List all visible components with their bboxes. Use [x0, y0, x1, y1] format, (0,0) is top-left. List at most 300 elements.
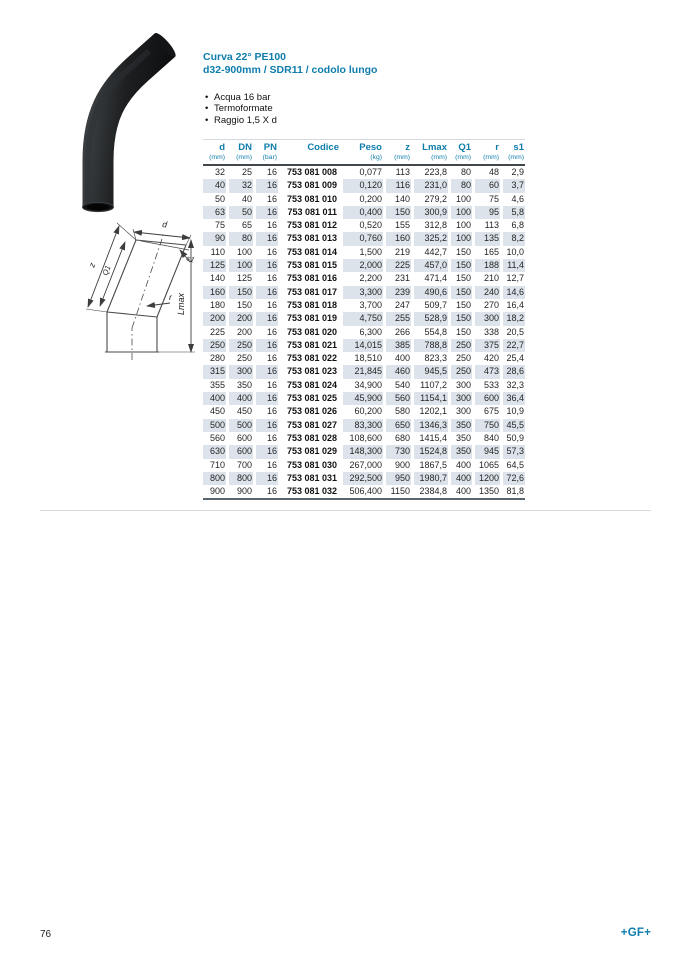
- code-cell: 753 081 012: [278, 219, 340, 232]
- table-cell: 400: [383, 352, 411, 365]
- table-cell: 83,300: [340, 419, 383, 432]
- table-cell: 1202,1: [411, 405, 448, 418]
- table-cell: 375: [472, 339, 500, 352]
- table-cell: 945: [472, 445, 500, 458]
- table-cell: 16: [253, 392, 278, 405]
- table-cell: 45,5: [500, 419, 525, 432]
- table-cell: 267,000: [340, 459, 383, 472]
- table-cell: 533: [472, 379, 500, 392]
- column-unit-peso: (kg): [340, 154, 383, 166]
- column-header-s1: s1: [500, 139, 525, 154]
- table-cell: 200: [203, 312, 226, 325]
- table-cell: 63: [203, 206, 226, 219]
- table-cell: 457,0: [411, 259, 448, 272]
- table-cell: 270: [472, 299, 500, 312]
- table-cell: 16: [253, 179, 278, 192]
- table-cell: 140: [209, 273, 225, 284]
- table-cell: 4,750: [340, 312, 383, 325]
- table-cell: 338: [472, 326, 500, 339]
- table-cell: 0,760: [340, 232, 383, 245]
- table-cell: 280: [209, 353, 225, 364]
- table-cell: 16: [253, 219, 278, 232]
- code-cell: 753 081 029: [278, 445, 340, 458]
- code-cell: 753 081 014: [278, 246, 340, 259]
- table-cell: 210: [472, 272, 500, 285]
- table-cell: 75: [214, 220, 225, 231]
- table-cell: 219: [383, 246, 411, 259]
- table-row: [203, 166, 525, 179]
- table-cell: 300: [448, 405, 472, 418]
- dim-label-lmax: Lmax: [176, 292, 186, 315]
- table-row: [203, 445, 525, 458]
- table-cell: 1200: [472, 472, 500, 485]
- table-cell: 1524,8: [411, 445, 448, 458]
- table-cell: 60: [472, 179, 500, 192]
- table-cell: 0,200: [340, 193, 383, 206]
- table-cell: 16: [253, 232, 278, 245]
- table-cell: 32: [214, 167, 225, 177]
- page-subtitle: d32-900mm / SDR11 / codolo lungo: [203, 64, 378, 76]
- table-cell: 540: [383, 379, 411, 392]
- dim-label-r: r: [169, 292, 172, 302]
- table-cell: 80: [226, 232, 253, 245]
- table-cell: 945,5: [411, 365, 448, 378]
- column-label-row: [203, 139, 525, 154]
- table-cell: 140: [383, 193, 411, 206]
- table-cell: 148,300: [340, 445, 383, 458]
- table-cell: 21,845: [340, 365, 383, 378]
- table-row: [203, 179, 525, 192]
- table-cell: 240: [472, 286, 500, 299]
- table-cell: 400: [448, 472, 472, 485]
- table-cell: 18,2: [500, 312, 525, 325]
- table-cell: 4,6: [500, 193, 525, 206]
- table-cell: 90: [203, 232, 226, 245]
- table-cell: 16: [253, 286, 278, 299]
- table-cell: 400: [226, 392, 253, 405]
- table-row: [203, 432, 525, 445]
- table-cell: 225: [383, 259, 411, 272]
- spec-table: [203, 139, 525, 498]
- table-cell: 315: [203, 365, 226, 378]
- table-cell: 231: [383, 272, 411, 285]
- table-cell: 57,3: [500, 445, 525, 458]
- code-cell: 753 081 013: [278, 232, 340, 245]
- table-cell: 1,500: [340, 246, 383, 259]
- table-cell: 36,4: [500, 392, 525, 405]
- table-cell: 300: [448, 392, 472, 405]
- table-row: [203, 246, 525, 259]
- table-cell: 0,120: [340, 179, 383, 192]
- table-cell: 100: [448, 206, 472, 219]
- table-cell: 16: [253, 405, 278, 418]
- table-row: [203, 312, 525, 325]
- table-cell: 16: [253, 459, 278, 472]
- table-cell: 250: [226, 339, 253, 352]
- table-row: [203, 485, 525, 498]
- product-photo: [38, 8, 198, 213]
- table-cell: 1150: [383, 485, 411, 498]
- heading-block: [203, 51, 377, 77]
- table-cell: 150: [448, 299, 472, 312]
- table-cell: 250: [448, 352, 472, 365]
- code-cell: 753 081 021: [278, 339, 340, 352]
- table-cell: 60,200: [340, 405, 383, 418]
- column-unit-codice: [278, 154, 340, 166]
- table-cell: 385: [383, 339, 411, 352]
- technical-drawing: [44, 210, 198, 365]
- table-cell: 16: [253, 206, 278, 219]
- table-row: [203, 419, 525, 432]
- table-cell: 788,8: [411, 339, 448, 352]
- code-cell: 753 081 010: [278, 193, 340, 206]
- code-cell: 753 081 026: [278, 405, 340, 418]
- table-cell: 250: [203, 339, 226, 352]
- code-cell: 753 081 015: [278, 259, 340, 272]
- table-cell: 16: [253, 246, 278, 259]
- table-cell: 108,600: [340, 432, 383, 445]
- gf-logo: +GF+: [620, 927, 651, 939]
- spec-table-body: [203, 166, 525, 498]
- table-cell: 710: [209, 459, 225, 470]
- table-cell: 255: [383, 312, 411, 325]
- table-cell: 75: [472, 193, 500, 206]
- table-cell: 350: [448, 432, 472, 445]
- table-cell: 279,2: [411, 193, 448, 206]
- table-cell: 450: [226, 405, 253, 418]
- table-row: [203, 232, 525, 245]
- table-cell: 200: [226, 312, 253, 325]
- table-cell: 3,7: [500, 179, 525, 192]
- table-cell: 528,9: [411, 312, 448, 325]
- table-cell: 113: [472, 219, 500, 232]
- column-unit-d: (mm): [203, 154, 226, 166]
- code-cell: 753 081 031: [278, 472, 340, 485]
- table-cell: 300: [472, 312, 500, 325]
- table-cell: 155: [383, 219, 411, 232]
- table-cell: 0,077: [340, 166, 383, 179]
- table-cell: 6,300: [340, 326, 383, 339]
- table-cell: 325,2: [411, 232, 448, 245]
- table-cell: 600: [226, 432, 253, 445]
- feature-item: • Termoformate: [205, 103, 277, 114]
- table-cell: 80: [448, 166, 472, 179]
- table-cell: 10,0: [500, 246, 525, 259]
- table-cell: 355: [209, 379, 225, 390]
- table-row: [203, 392, 525, 405]
- column-unit-q1: (mm): [448, 154, 472, 166]
- table-row: [203, 286, 525, 299]
- table-cell: 1346,3: [411, 419, 448, 432]
- table-cell: 125: [226, 272, 253, 285]
- table-cell: 823,3: [411, 352, 448, 365]
- column-header-q1: Q1: [448, 139, 472, 154]
- spec-table-wrap: [203, 139, 525, 500]
- table-cell: 14,015: [340, 339, 383, 352]
- table-cell: 730: [383, 445, 411, 458]
- table-cell: 500: [203, 419, 226, 432]
- table-cell: 100: [448, 193, 472, 206]
- table-cell: 1415,4: [411, 432, 448, 445]
- code-cell: 753 081 011: [278, 206, 340, 219]
- table-cell: 900: [209, 486, 225, 497]
- table-cell: 239: [383, 286, 411, 299]
- table-cell: 3,300: [340, 286, 383, 299]
- table-row: [203, 352, 525, 365]
- table-cell: 950: [383, 472, 411, 485]
- column-unit-z: (mm): [383, 154, 411, 166]
- table-row: [203, 472, 525, 485]
- table-cell: 400: [448, 459, 472, 472]
- table-cell: 48: [472, 166, 500, 179]
- code-cell: 753 081 018: [278, 299, 340, 312]
- column-header-codice: Codice: [278, 139, 340, 154]
- table-cell: 675: [472, 405, 500, 418]
- table-row: [203, 379, 525, 392]
- table-cell: 64,5: [500, 459, 525, 472]
- table-cell: 150: [448, 326, 472, 339]
- table-cell: 150: [226, 286, 253, 299]
- table-cell: 16: [253, 339, 278, 352]
- table-cell: 16: [253, 432, 278, 445]
- drawing-upper-pipe: [107, 240, 186, 317]
- table-cell: 16,4: [500, 299, 525, 312]
- table-cell: 1107,2: [411, 379, 448, 392]
- table-row: [203, 339, 525, 352]
- table-row: [203, 206, 525, 219]
- table-cell: 223,8: [411, 166, 448, 179]
- code-cell: 753 081 032: [278, 485, 340, 498]
- table-row: [203, 219, 525, 232]
- code-cell: 753 081 023: [278, 365, 340, 378]
- table-cell: 16: [253, 419, 278, 432]
- table-cell: 650: [383, 419, 411, 432]
- table-cell: 100: [448, 219, 472, 232]
- column-unit-pn: (bar): [253, 154, 278, 166]
- table-cell: 72,6: [500, 472, 525, 485]
- table-cell: 750: [472, 419, 500, 432]
- table-cell: 80: [448, 179, 472, 192]
- table-cell: 3,700: [340, 299, 383, 312]
- column-header-peso: Peso: [340, 139, 383, 154]
- table-cell: 554,8: [411, 326, 448, 339]
- table-cell: 700: [226, 459, 253, 472]
- table-cell: 150: [226, 299, 253, 312]
- table-cell: 116: [383, 179, 411, 192]
- table-cell: 16: [253, 166, 278, 179]
- table-cell: 506,400: [340, 485, 383, 498]
- table-cell: 266: [383, 326, 411, 339]
- code-cell: 753 081 009: [278, 179, 340, 192]
- table-cell: 200: [226, 326, 253, 339]
- table-cell: 150: [448, 312, 472, 325]
- table-cell: 600: [472, 392, 500, 405]
- column-header-z: z: [383, 139, 411, 154]
- table-cell: 16: [253, 299, 278, 312]
- table-cell: 1065: [472, 459, 500, 472]
- column-header-lmax: Lmax: [411, 139, 448, 154]
- table-cell: 292,500: [340, 472, 383, 485]
- column-header-d: d: [203, 139, 226, 154]
- table-row: [203, 459, 525, 472]
- dim-label-z: z: [86, 261, 98, 269]
- table-cell: 95: [472, 206, 500, 219]
- table-cell: 100: [448, 232, 472, 245]
- table-cell: 28,6: [500, 365, 525, 378]
- table-row: [203, 299, 525, 312]
- table-cell: 800: [226, 472, 253, 485]
- table-cell: 1980,7: [411, 472, 448, 485]
- table-cell: 350: [226, 379, 253, 392]
- table-cell: 81,8: [500, 485, 525, 498]
- table-cell: 110: [210, 246, 225, 257]
- dim-label-q1: Q1: [100, 264, 113, 277]
- table-row: [203, 365, 525, 378]
- table-cell: 900: [383, 459, 411, 472]
- table-cell: 2384,8: [411, 485, 448, 498]
- table-cell: 25,4: [500, 352, 525, 365]
- table-cell: 442,7: [411, 246, 448, 259]
- table-cell: 125: [203, 259, 226, 272]
- feature-item: • Acqua 16 bar: [205, 92, 277, 103]
- table-cell: 11,4: [500, 259, 525, 272]
- table-cell: 580: [383, 405, 411, 418]
- code-cell: 753 081 022: [278, 352, 340, 365]
- code-cell: 753 081 019: [278, 312, 340, 325]
- table-cell: 16: [253, 365, 278, 378]
- code-cell: 753 081 020: [278, 326, 340, 339]
- table-cell: 800: [203, 472, 226, 485]
- table-cell: 32: [226, 179, 253, 192]
- code-cell: 753 081 008: [278, 166, 340, 179]
- page-title: Curva 22° PE100: [203, 51, 287, 63]
- table-cell: 490,6: [411, 286, 448, 299]
- column-header-dn: DN: [226, 139, 253, 154]
- table-cell: 150: [448, 259, 472, 272]
- code-cell: 753 081 016: [278, 272, 340, 285]
- table-cell: 225: [209, 326, 225, 337]
- table-cell: 8,2: [500, 232, 525, 245]
- table-row: [203, 259, 525, 272]
- table-cell: 471,4: [411, 272, 448, 285]
- table-cell: 500: [226, 419, 253, 432]
- table-cell: 50: [214, 193, 225, 204]
- table-row: [203, 326, 525, 339]
- feature-item: • Raggio 1,5 X d: [205, 115, 277, 126]
- table-cell: 16: [253, 472, 278, 485]
- table-cell: 165: [472, 246, 500, 259]
- table-cell: 300,9: [411, 206, 448, 219]
- table-cell: 188: [472, 259, 500, 272]
- table-cell: 1154,1: [411, 392, 448, 405]
- table-cell: 14,6: [500, 286, 525, 299]
- table-cell: 150: [448, 246, 472, 259]
- table-cell: 25: [226, 166, 253, 179]
- table-cell: 250: [448, 339, 472, 352]
- table-cell: 231,0: [411, 179, 448, 192]
- table-cell: 5,8: [500, 206, 525, 219]
- table-cell: 40: [203, 179, 226, 192]
- table-cell: 180: [209, 299, 225, 310]
- table-cell: 16: [253, 193, 278, 206]
- page-number: 76: [40, 929, 52, 940]
- table-cell: 2,000: [340, 259, 383, 272]
- table-cell: 560: [209, 432, 225, 443]
- table-cell: 16: [253, 352, 278, 365]
- table-cell: 135: [472, 232, 500, 245]
- column-header-pn: PN: [253, 139, 278, 154]
- table-cell: 900: [226, 485, 253, 498]
- drawing-lower-pipe: [105, 312, 159, 352]
- table-cell: 12,7: [500, 272, 525, 285]
- table-cell: 0,520: [340, 219, 383, 232]
- column-unit-r: (mm): [472, 154, 500, 166]
- table-row: [203, 193, 525, 206]
- code-cell: 753 081 024: [278, 379, 340, 392]
- table-cell: 1867,5: [411, 459, 448, 472]
- table-cell: 16: [253, 485, 278, 498]
- pipe-bend-image: [83, 31, 179, 212]
- table-cell: 560: [383, 392, 411, 405]
- table-cell: 150: [448, 286, 472, 299]
- table-cell: 400: [203, 392, 226, 405]
- table-cell: 680: [383, 432, 411, 445]
- table-cell: 473: [472, 365, 500, 378]
- table-cell: 50: [226, 206, 253, 219]
- table-cell: 300: [448, 379, 472, 392]
- table-cell: 45,900: [340, 392, 383, 405]
- table-row: [203, 405, 525, 418]
- column-header-r: r: [472, 139, 500, 154]
- table-cell: 16: [253, 312, 278, 325]
- table-cell: 450: [209, 406, 225, 417]
- table-cell: 16: [253, 272, 278, 285]
- column-unit-row: [203, 154, 525, 166]
- table-cell: 150: [448, 272, 472, 285]
- table-cell: 34,900: [340, 379, 383, 392]
- table-cell: 350: [448, 419, 472, 432]
- table-cell: 16: [253, 326, 278, 339]
- table-cell: 840: [472, 432, 500, 445]
- content-divider: [40, 510, 651, 511]
- column-unit-s1: (mm): [500, 154, 525, 166]
- table-cell: 1350: [472, 485, 500, 498]
- feature-list: [205, 92, 277, 126]
- table-cell: 16: [253, 379, 278, 392]
- code-cell: 753 081 027: [278, 419, 340, 432]
- table-cell: 16: [253, 259, 278, 272]
- code-cell: 753 081 017: [278, 286, 340, 299]
- table-cell: 150: [383, 206, 411, 219]
- table-cell: 22,7: [500, 339, 525, 352]
- table-cell: 40: [226, 193, 253, 206]
- table-cell: 250: [448, 365, 472, 378]
- table-cell: 312,8: [411, 219, 448, 232]
- code-cell: 753 081 025: [278, 392, 340, 405]
- dim-label-s1: s1: [185, 253, 196, 265]
- table-cell: 100: [226, 259, 253, 272]
- table-row: [203, 272, 525, 285]
- table-cell: 2,200: [340, 272, 383, 285]
- table-cell: 300: [226, 365, 253, 378]
- table-cell: 16: [253, 445, 278, 458]
- column-unit-dn: (mm): [226, 154, 253, 166]
- table-cell: 400: [448, 485, 472, 498]
- code-cell: 753 081 028: [278, 432, 340, 445]
- table-cell: 250: [226, 352, 253, 365]
- table-cell: 20,5: [500, 326, 525, 339]
- table-cell: 6,8: [500, 219, 525, 232]
